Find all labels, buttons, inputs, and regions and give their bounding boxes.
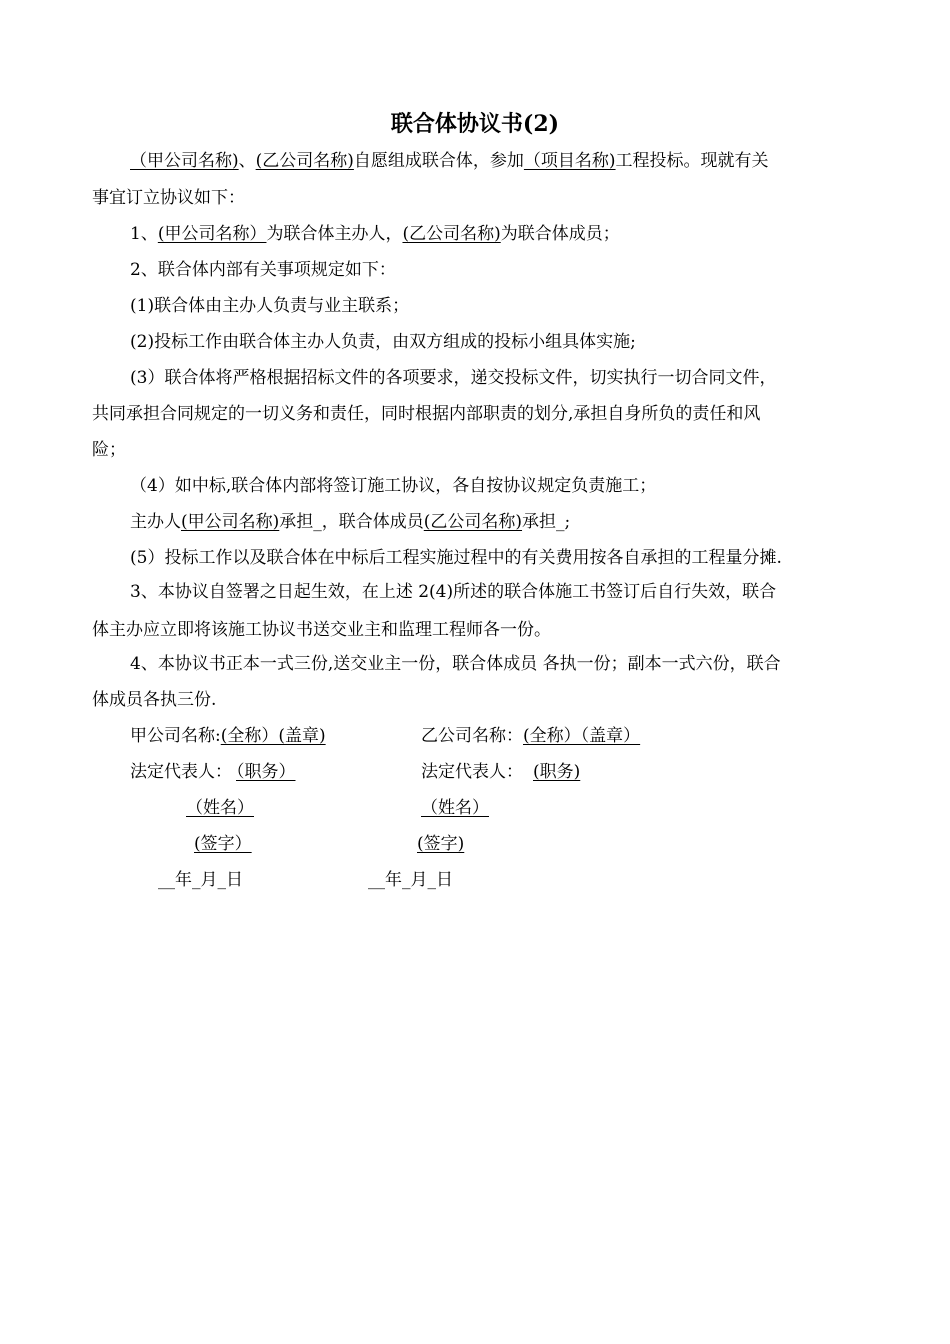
party-b-date: __年_月_日 (368, 870, 453, 890)
party-b-name: (乙公司名称) (255, 151, 354, 171)
share-blank-1: _ (313, 512, 322, 532)
intro-line-1 (130, 148, 872, 174)
item-1: (1)联合体由主办人负责与业主联系； (130, 296, 410, 316)
share-text-2: 承担 (279, 512, 314, 532)
party-a-rep-label: 法定代表人： (130, 762, 232, 782)
party-b-sign-value: (全称）（盖章） (523, 726, 641, 746)
item-3-line-3: 险； (92, 440, 126, 460)
party-b-sign-name (421, 723, 640, 749)
party-a-representative (130, 759, 310, 785)
clause-4-line-2: 体成员各执三份. (92, 690, 217, 710)
item-2: (2)投标工作由联合体主办人负责，由双方组成的投标小组具体实施; (130, 332, 636, 352)
clause-3-line-1: 3、本协议自签署之日起生效，在上述 2(4)所述的联合体施工书签订后自行失效，联合 (130, 582, 777, 602)
intro-text-1: 自愿组成联合体，参加 (353, 151, 524, 171)
share-party-a: (甲公司名称) (181, 512, 280, 532)
clause-4-line-1: 4、本协议书正本一式三份,送交业主一份，联合体成员 各执一份；副本一式六份，联合 (130, 654, 781, 674)
item-3-line-2: 共同承担合同规定的一切义务和责任，同时根据内部职责的划分,承担自身所负的责任和风 (92, 404, 761, 424)
party-a-sign-label: 甲公司名称: (130, 726, 221, 746)
share-party-b: (乙公司名称) (423, 512, 523, 532)
clause-1-party-b: (乙公司名称) (402, 224, 501, 244)
item-4: （4）如中标,联合体内部将签订施工协议，各自按协议规定负责施工； (130, 476, 657, 496)
share-line (130, 509, 872, 535)
party-b-representative (421, 759, 598, 785)
party-b-rep-label: 法定代表人： (421, 762, 523, 782)
clause-1-mid: 为联合体主办人， (266, 224, 403, 244)
share-text-3: ，联合体成员 (321, 512, 424, 532)
item-5: (5）投标工作以及联合体在中标后工程实施过程中的有关费用按各自承担的工程量分摊. (130, 548, 782, 568)
clause-1-suffix: 为联合体成员； (500, 224, 620, 244)
intro-separator: 、 (238, 151, 256, 171)
clause-1 (130, 221, 872, 247)
share-blank-2: _ (556, 512, 565, 532)
party-a-sign-value: (全称）(盖章) (220, 726, 326, 746)
document-title: 联合体协议书(2) (390, 111, 560, 137)
intro-line-2: 事宜订立协议如下： (92, 188, 245, 208)
party-b-signature: (签字) (417, 834, 465, 854)
share-text-4: 承担 (522, 512, 557, 532)
clause-1-prefix: 1、 (130, 224, 158, 244)
party-b-person-name: （姓名） (421, 798, 489, 818)
party-b-sign-label: 乙公司名称： (421, 726, 523, 746)
intro-text-2: 工程投标。现就有关 (615, 151, 769, 171)
clause-2: 2、联合体内部有关事项规定如下： (130, 260, 396, 280)
share-text-1: 主办人 (130, 512, 181, 532)
party-a-person-name: （姓名） (186, 798, 254, 818)
party-a-date: __年_月_日 (158, 870, 243, 890)
party-a-sign-name (130, 723, 326, 749)
item-3-line-1: (3）联合体将严格根据招标文件的各项要求，递交投标文件，切实执行一切合同文件， (130, 368, 777, 388)
party-a-signature: (签字） (194, 834, 252, 854)
party-a-name: （甲公司名称) (130, 151, 239, 171)
party-b-rep-value: (职务) (533, 762, 581, 782)
clause-1-party-a: (甲公司名称） (157, 224, 267, 244)
party-a-rep-value: （职务） (236, 762, 296, 782)
share-text-5: ; (564, 512, 571, 532)
project-name: （项目名称) (523, 151, 616, 171)
clause-3-line-2: 体主办应立即将该施工协议书送交业主和监理工程师各一份。 (92, 620, 551, 640)
